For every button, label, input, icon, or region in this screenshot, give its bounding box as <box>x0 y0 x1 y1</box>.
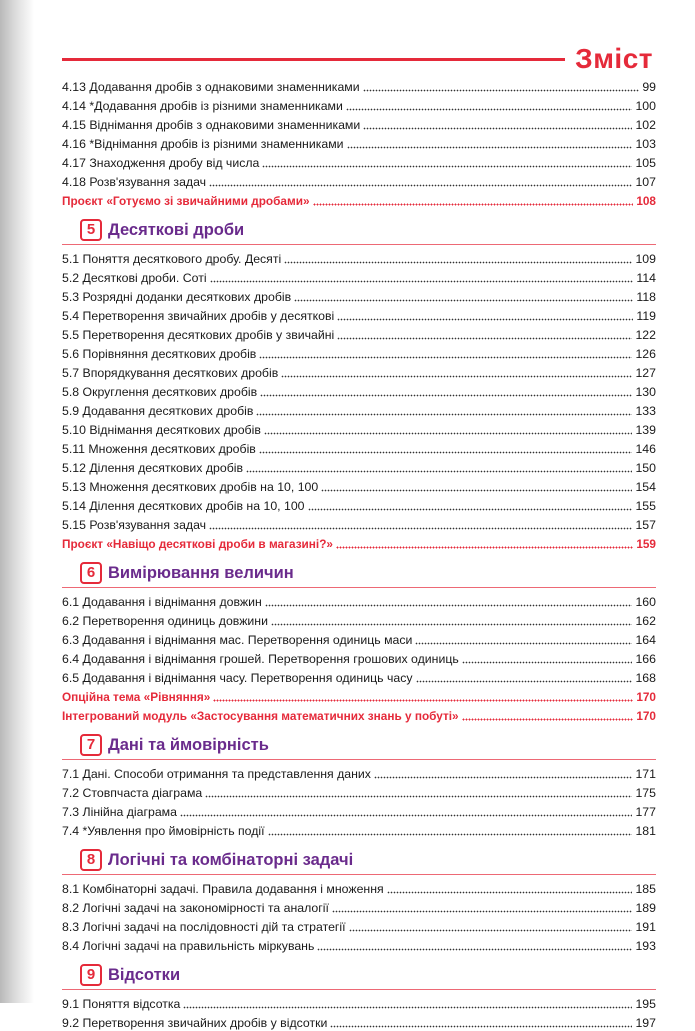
toc-page-number: 164 <box>635 633 656 647</box>
dot-leader <box>180 807 633 817</box>
section-number-badge: 9 <box>80 964 102 986</box>
section-number-badge: 7 <box>80 734 102 756</box>
toc-entry-title: 8.4 Логічні задачі на правильність міркувань <box>62 939 315 953</box>
toc-page-number: 108 <box>636 194 656 208</box>
dot-leader <box>337 330 632 340</box>
dot-leader <box>209 177 632 187</box>
toc-entry[interactable] <box>62 152 656 171</box>
dot-leader <box>317 941 632 951</box>
toc-entry-title: 5.2 Десяткові дроби. Соті <box>62 271 207 285</box>
toc-entry[interactable] <box>62 76 656 95</box>
toc-page-number: 162 <box>635 614 656 628</box>
dot-leader <box>246 463 632 473</box>
dot-leader <box>336 539 633 549</box>
toc-page-number: 103 <box>635 137 656 151</box>
toc-page-number: 189 <box>635 901 656 915</box>
toc-entry-title: 4.15 Віднімання дробів з однаковими знаменниками <box>62 118 361 132</box>
toc-page-number: 171 <box>635 767 656 781</box>
toc-entry-title: 5.1 Поняття десяткового дробу. Десяті <box>62 252 282 266</box>
toc-entry-title: 8.1 Комбінаторні задачі. Правила додавання і множення <box>62 882 384 896</box>
section-heading <box>62 960 656 990</box>
dot-leader <box>332 903 633 913</box>
toc-page-number: 170 <box>636 690 656 704</box>
toc-page-number: 154 <box>635 480 656 494</box>
toc-entry-title: 7.4 *Уявлення про ймовірність події <box>62 824 265 838</box>
toc-page-number: 185 <box>635 882 656 896</box>
toc-entry[interactable] <box>62 648 656 667</box>
dot-leader <box>281 368 632 378</box>
toc-page-number: 133 <box>635 404 656 418</box>
toc-entry-title: 5.11 Множення десяткових дробів <box>62 442 256 456</box>
toc-page-number: 105 <box>635 156 656 170</box>
toc-project-entry[interactable] <box>62 705 656 724</box>
section-heading <box>62 730 656 760</box>
section-number-badge: 6 <box>80 562 102 584</box>
toc-entry[interactable] <box>62 782 656 801</box>
toc-entry[interactable] <box>62 419 656 438</box>
toc-page-number: 181 <box>635 824 656 838</box>
section-title: Логічні та комбінаторні задачі <box>108 850 354 869</box>
dot-leader <box>210 273 634 283</box>
toc-entry[interactable] <box>62 629 656 648</box>
dot-leader <box>265 597 633 607</box>
toc-entry-title: 9.2 Перетворення звичайних дробів у відсотки <box>62 1016 328 1030</box>
toc-entry-title: 6.3 Додавання і віднімання мас. Перетворення одиниць маси <box>62 633 413 647</box>
toc-page-number: 114 <box>636 271 656 285</box>
toc-page-number: 159 <box>636 537 656 551</box>
dot-leader <box>256 406 632 416</box>
dot-leader <box>183 999 632 1009</box>
toc-entry[interactable] <box>62 324 656 343</box>
toc-entry[interactable] <box>62 610 656 629</box>
dot-leader <box>260 387 632 397</box>
dot-leader <box>347 139 633 149</box>
toc-page-number: 191 <box>635 920 656 934</box>
toc-entry[interactable] <box>62 801 656 820</box>
toc-entry[interactable] <box>62 400 656 419</box>
toc-entry-title: 5.4 Перетворення звичайних дробів у десяткові <box>62 309 335 323</box>
dot-leader <box>363 120 632 130</box>
section-number-badge: 5 <box>80 219 102 241</box>
toc-entry-title: 8.3 Логічні задачі на послідовності дій та стратегії <box>62 920 346 934</box>
toc-page-number: 119 <box>636 309 656 323</box>
section-title: Вимірювання величин <box>108 563 294 582</box>
toc-entry-title: 5.10 Віднімання десяткових дробів <box>62 423 261 437</box>
toc-page-number: 122 <box>635 328 656 342</box>
toc-entry-title: 6.1 Додавання і віднімання довжин <box>62 595 262 609</box>
toc-entry-title: 4.16 *Віднімання дробів із різними знаменниками <box>62 137 344 151</box>
toc-page-number: 109 <box>635 252 656 266</box>
toc-entry[interactable] <box>62 495 656 514</box>
section-title: Десяткові дроби <box>108 220 245 239</box>
toc-entry[interactable] <box>62 438 656 457</box>
toc-entry[interactable] <box>62 935 656 954</box>
toc-entry[interactable] <box>62 114 656 133</box>
toc-page-number: 139 <box>635 423 656 437</box>
dot-leader <box>308 501 633 511</box>
toc-page-number: 170 <box>636 709 656 723</box>
toc-project-entry[interactable] <box>62 686 656 705</box>
toc-page-number: 175 <box>635 786 656 800</box>
dot-leader <box>209 520 632 530</box>
dot-leader <box>349 922 633 932</box>
toc-entry[interactable] <box>62 514 656 533</box>
toc-entry-title: 7.3 Лінійна діаграма <box>62 805 177 819</box>
toc-page-number: 126 <box>635 347 656 361</box>
toc-page-number: 99 <box>642 80 656 94</box>
toc-page-number: 150 <box>635 461 656 475</box>
section-title: Дані та ймовірність <box>108 735 269 754</box>
toc-entry-title: 4.13 Додавання дробів з однаковими знаменниками <box>62 80 360 94</box>
toc-entry[interactable] <box>62 878 656 897</box>
toc-entry-title: 8.2 Логічні задачі на закономірності та аналогії <box>62 901 329 915</box>
toc-entry-title: 4.14 *Додавання дробів із різними знаменниками <box>62 99 343 113</box>
header-rule <box>62 58 565 61</box>
toc-entry-title: 5.14 Ділення десяткових дробів на 10, 100 <box>62 499 305 513</box>
toc-entry[interactable] <box>62 476 656 495</box>
dot-leader <box>374 769 633 779</box>
dot-leader <box>262 158 632 168</box>
toc-entry[interactable] <box>62 267 656 286</box>
toc-page-number: 160 <box>635 595 656 609</box>
toc-page-number: 166 <box>635 652 656 666</box>
dot-leader <box>346 101 633 111</box>
section-heading <box>62 558 656 588</box>
toc-entry[interactable] <box>62 897 656 916</box>
dot-leader <box>284 254 632 264</box>
toc-entry-title: Інтегрований модуль «Застосування математичних знань у побуті» <box>62 709 459 723</box>
toc-entry[interactable] <box>62 248 656 267</box>
toc-entry-title: Проєкт «Навіщо десяткові дроби в магазині?» <box>62 537 333 551</box>
toc-entry-title: 5.5 Перетворення десяткових дробів у звичайні <box>62 328 335 342</box>
toc-entry-title: Проєкт «Готуємо зі звичайними дробами» <box>62 194 310 208</box>
toc-entry-title: 7.1 Дані. Способи отримання та представлення даних <box>62 767 371 781</box>
toc-entry-title: Опційна тема «Рівняння» <box>62 690 211 704</box>
toc-entry[interactable] <box>62 171 656 190</box>
toc-entry[interactable] <box>62 591 656 610</box>
dot-leader <box>330 1018 632 1028</box>
dot-leader <box>264 425 633 435</box>
toc-entry-title: 4.17 Знаходження дробу від числа <box>62 156 260 170</box>
toc-entry-title: 5.15 Розв'язування задач <box>62 518 207 532</box>
section-heading <box>62 845 656 875</box>
toc-entry-title: 5.13 Множення десяткових дробів на 10, 100 <box>62 480 319 494</box>
toc-entry-title: 7.2 Стовпчаста діаграма <box>62 786 203 800</box>
toc-page-number: 100 <box>635 99 656 113</box>
table-of-contents <box>62 76 656 1031</box>
dot-leader <box>363 82 640 92</box>
toc-page-number: 107 <box>635 175 656 189</box>
dot-leader <box>213 692 633 702</box>
toc-entry[interactable] <box>62 305 656 324</box>
dot-leader <box>271 616 633 626</box>
dot-leader <box>268 826 633 836</box>
page-header <box>0 44 695 74</box>
toc-page-number: 118 <box>636 290 656 304</box>
toc-page-number: 155 <box>635 499 656 513</box>
toc-entry-title: 5.12 Ділення десяткових дробів <box>62 461 244 475</box>
toc-page-number: 168 <box>635 671 656 685</box>
toc-entry-title: 5.7 Впорядкування десяткових дробів <box>62 366 279 380</box>
toc-entry-title: 4.18 Розв'язування задач <box>62 175 207 189</box>
toc-entry-title: 5.9 Додавання десяткових дробів <box>62 404 254 418</box>
toc-entry-title: 9.1 Поняття відсотка <box>62 997 181 1011</box>
toc-page-number: 197 <box>635 1016 656 1030</box>
dot-leader <box>205 788 632 798</box>
toc-entry-title: 6.5 Додавання і віднімання часу. Перетворення одиниць часу <box>62 671 413 685</box>
toc-entry[interactable] <box>62 133 656 152</box>
toc-page-number: 146 <box>635 442 656 456</box>
toc-entry[interactable] <box>62 381 656 400</box>
dot-leader <box>321 482 632 492</box>
section-title: Відсотки <box>108 965 181 984</box>
toc-page-number: 157 <box>635 518 656 532</box>
toc-page-number: 130 <box>635 385 656 399</box>
toc-entry[interactable] <box>62 763 656 782</box>
toc-page-number: 127 <box>635 366 656 380</box>
toc-entry-title: 5.6 Порівняння десяткових дробів <box>62 347 257 361</box>
dot-leader <box>462 654 633 664</box>
toc-entry[interactable] <box>62 916 656 935</box>
toc-page-number: 193 <box>635 939 656 953</box>
page-title: Зміст <box>575 43 653 74</box>
toc-entry-title: 5.3 Розрядні доданки десяткових дробів <box>62 290 292 304</box>
toc-entry[interactable] <box>62 667 656 686</box>
toc-entry[interactable] <box>62 457 656 476</box>
dot-leader <box>313 196 634 206</box>
toc-entry[interactable] <box>62 820 656 839</box>
dot-leader <box>415 635 632 645</box>
toc-entry[interactable] <box>62 286 656 305</box>
dot-leader <box>416 673 633 683</box>
toc-entry[interactable] <box>62 343 656 362</box>
dot-leader <box>462 711 634 721</box>
toc-page-number: 177 <box>635 805 656 819</box>
dot-leader <box>337 311 633 321</box>
toc-page-number: 102 <box>635 118 656 132</box>
toc-project-entry[interactable] <box>62 533 656 552</box>
toc-entry[interactable] <box>62 1012 656 1031</box>
page-gutter-shadow <box>0 0 34 1003</box>
dot-leader <box>259 444 633 454</box>
section-heading <box>62 215 656 245</box>
toc-entry-title: 6.4 Додавання і віднімання грошей. Перетворення грошових одиниць <box>62 652 459 666</box>
toc-entry-title: 5.8 Округлення десяткових дробів <box>62 385 258 399</box>
dot-leader <box>259 349 632 359</box>
toc-project-entry[interactable] <box>62 190 656 209</box>
toc-page-number: 195 <box>635 997 656 1011</box>
toc-entry-title: 6.2 Перетворення одиниць довжини <box>62 614 268 628</box>
toc-entry[interactable] <box>62 362 656 381</box>
dot-leader <box>294 292 633 302</box>
dot-leader <box>387 884 633 894</box>
section-number-badge: 8 <box>80 849 102 871</box>
toc-entry[interactable] <box>62 95 656 114</box>
